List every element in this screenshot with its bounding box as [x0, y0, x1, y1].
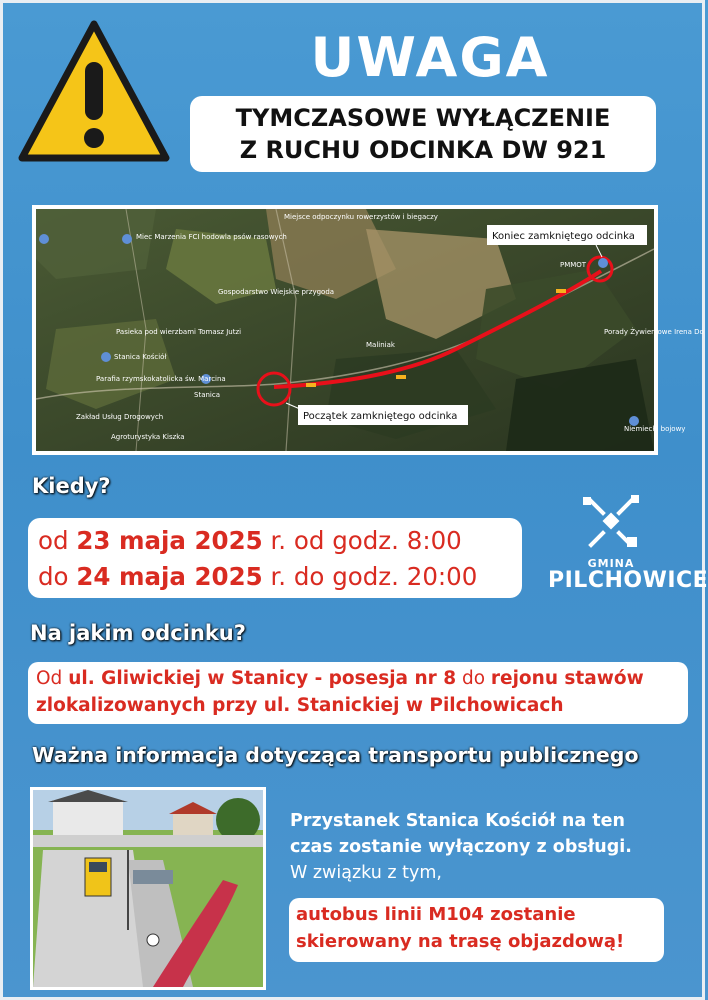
transport-line-2: czas zostanie wyłączony z obsługi.	[290, 837, 632, 857]
place-label: Parafia rzymskokatolicka św. Marcina	[96, 375, 226, 383]
place-label: Agroturystyka Kiszka	[111, 433, 185, 441]
logo-small-text: GMINA	[587, 557, 635, 570]
subtitle-box	[190, 96, 656, 172]
warning-icon	[18, 18, 170, 164]
place-label: Gospodarstwo Wiejskie przygoda	[218, 288, 335, 296]
map-start-label: Początek zamkniętego odcinka	[303, 411, 458, 422]
where-heading: Na jakim odcinku?	[30, 621, 246, 645]
place-label: Stanica	[194, 391, 220, 399]
place-label: Miejsce odpoczynku rowerzystów i biegaczy	[284, 213, 438, 221]
place-label: Miec Marzenia FCI hodowla psów rasowych	[136, 233, 287, 241]
gmina-logo-icon	[581, 495, 641, 551]
transport-heading: Ważna informacja dotycząca transportu publicznego	[32, 743, 639, 767]
place-label: Zakład Usług Drogowych	[76, 413, 164, 421]
place-label: Porady Żywieniowe Irena Do	[604, 328, 704, 336]
bus-stop-photo	[30, 787, 266, 990]
route-line-1: Od ul. Gliwickiej w Stanicy - posesja nr 8 do rejonu stawów	[36, 668, 644, 689]
transport-line-1: Przystanek Stanica Kościół na ten	[290, 811, 625, 831]
map-end-label: Koniec zamkniętego odcinka	[492, 231, 635, 242]
date-box	[28, 518, 522, 598]
detour-line-1: autobus linii M104 zostanie	[296, 904, 576, 925]
place-label: Pasieka pod wierzbami Tomasz Jutzi	[116, 328, 242, 336]
route-map	[32, 205, 704, 455]
detour-box	[289, 898, 664, 962]
place-label: Maliniak	[366, 341, 395, 349]
subtitle-line-2: Z RUCHU ODCINKA DW 921	[239, 136, 607, 164]
route-box	[28, 662, 688, 724]
bus-stop-illustration	[33, 790, 263, 987]
place-label: PMMOT	[560, 261, 587, 269]
when-heading: Kiedy?	[32, 474, 111, 498]
logo-big-text: PILCHOWICE	[548, 568, 708, 593]
subtitle-line-1: TYMCZASOWE WYŁĄCZENIE	[235, 104, 611, 132]
route-line-2: zlokalizowanych przy ul. Stanickiej w Pilchowicach	[36, 695, 564, 716]
gmina-logo	[548, 495, 708, 605]
map-graphic	[36, 209, 704, 451]
date-to: do 24 maja 2025 r. do godz. 20:00	[38, 562, 478, 591]
transport-line-3: W związku z tym,	[290, 863, 442, 883]
place-label: Niemiecki bojowy	[624, 425, 686, 433]
date-from: od 23 maja 2025 r. od godz. 8:00	[38, 526, 462, 555]
detour-line-2: skierowany na trasę objazdową!	[296, 931, 625, 952]
place-label: Stanica Kościół	[114, 353, 167, 361]
page-title: UWAGA	[310, 26, 550, 89]
